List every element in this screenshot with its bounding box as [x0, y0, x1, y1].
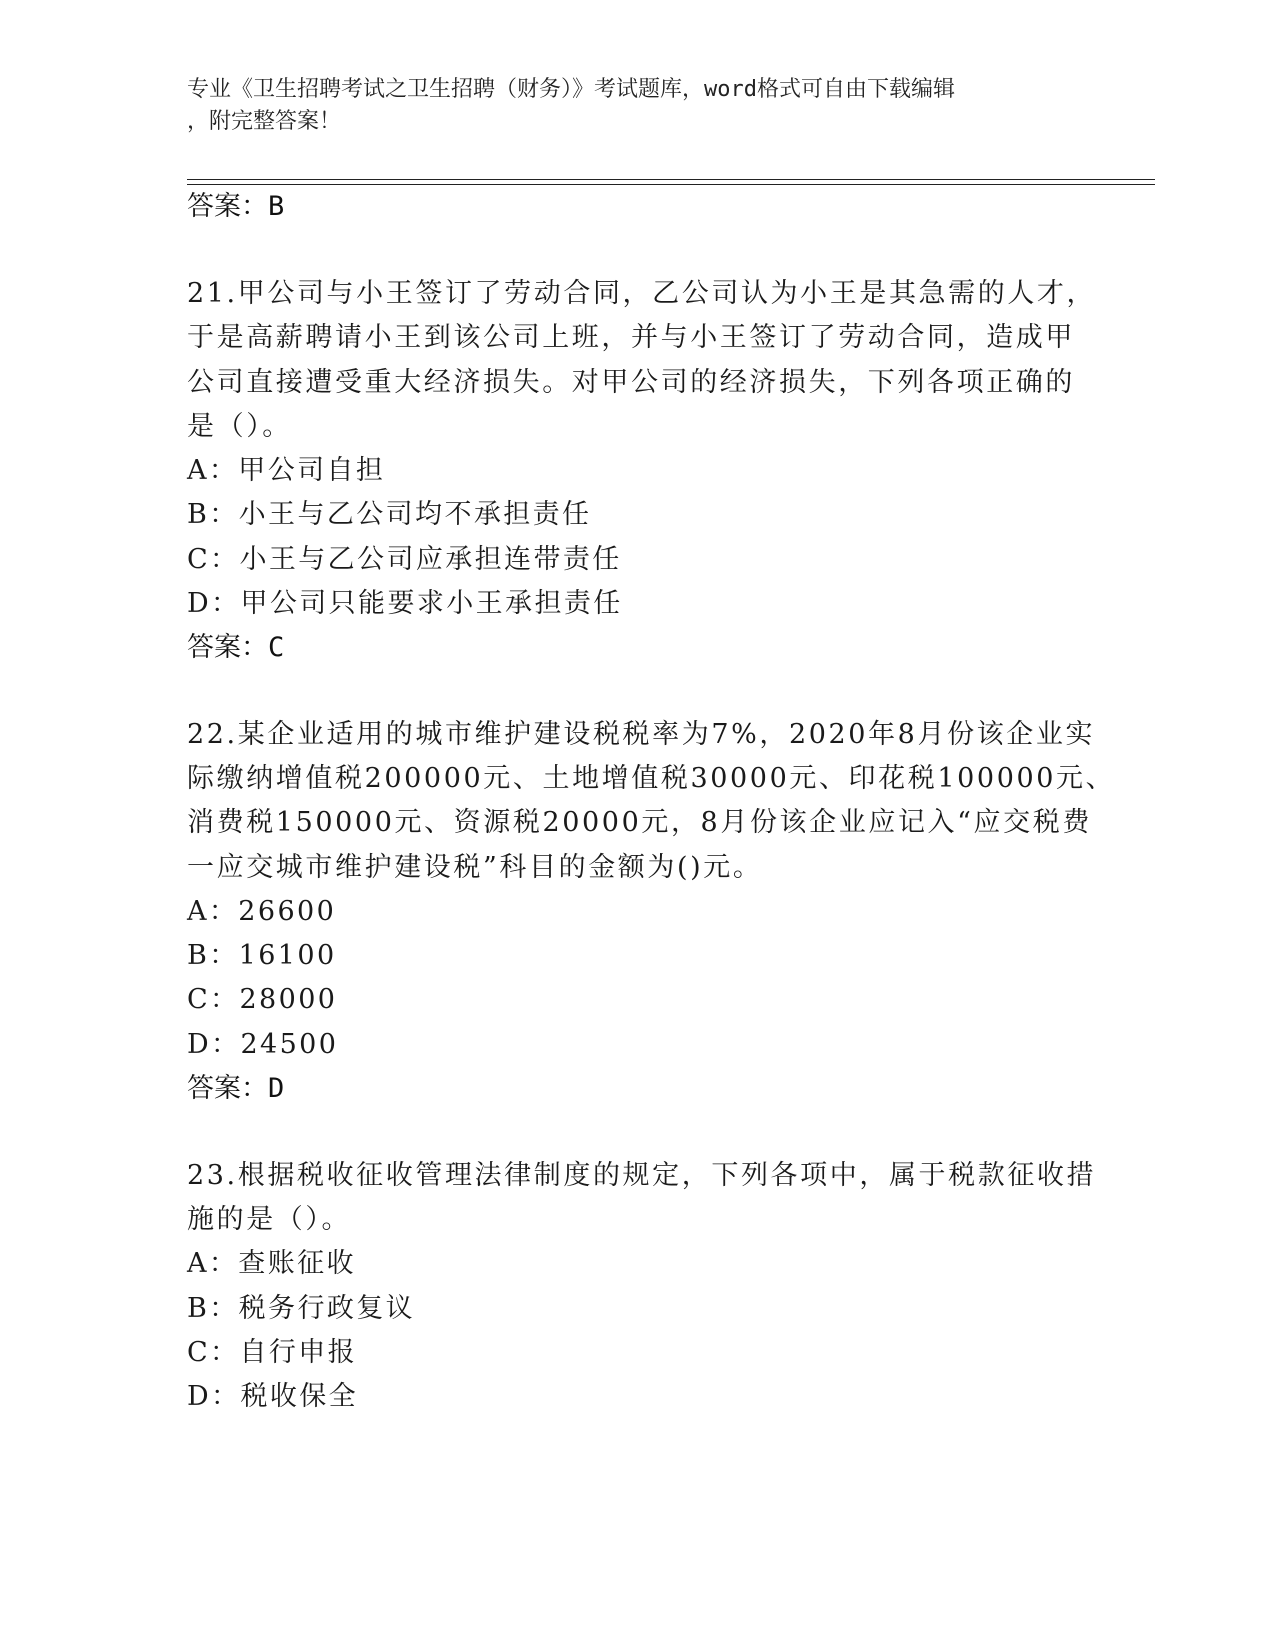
question-22-option-b: B：16100 [187, 940, 337, 971]
header-line-1: 专业《卫生招聘考试之卫生招聘（财务）》考试题库，word格式可自由下载编辑 [187, 77, 955, 102]
question-21-line-1: 21.甲公司与小王签订了劳动合同，乙公司认为小王是其急需的人才， [187, 278, 1097, 309]
question-22-option-a: A：26600 [187, 896, 337, 927]
question-23-option-b: B：税务行政复议 [187, 1293, 416, 1324]
header-divider-top [187, 179, 1155, 180]
previous-answer: 答案：B [187, 191, 285, 222]
question-23-option-d: D：税收保全 [187, 1381, 359, 1412]
question-22-line-1: 22.某企业适用的城市维护建设税税率为7%，2020年8月份该企业实 [187, 719, 1096, 750]
question-23-option-a: A：查账征收 [187, 1248, 356, 1279]
header-line-2: ，附完整答案！ [187, 109, 342, 134]
question-21-option-c: C：小王与乙公司应承担连带责任 [187, 544, 622, 575]
question-21-line-3: 公司直接遭受重大经济损失。对甲公司的经济损失，下列各项正确的 [187, 367, 1075, 398]
question-21-answer: 答案：C [187, 632, 285, 663]
question-23-line-2: 施的是（）。 [187, 1204, 352, 1235]
question-21-option-b: B：小王与乙公司均不承担责任 [187, 499, 592, 530]
question-21-option-a: A：甲公司自担 [187, 455, 386, 486]
question-22-answer: 答案：D [187, 1073, 285, 1104]
question-23-option-c: C：自行申报 [187, 1337, 358, 1368]
question-22-line-4: 一应交城市维护建设税”科目的金额为()元。 [187, 852, 763, 883]
question-21-line-2: 于是高薪聘请小王到该公司上班，并与小王签订了劳动合同，造成甲 [187, 322, 1075, 353]
question-22-option-d: D：24500 [187, 1029, 339, 1060]
question-21-option-d: D：甲公司只能要求小王承担责任 [187, 588, 623, 619]
question-23-line-1: 23.根据税收征收管理法律制度的规定，下列各项中，属于税款征收措 [187, 1160, 1097, 1191]
question-22-line-3: 消费税150000元、资源税20000元，8月份该企业应记入“应交税费 [187, 807, 1092, 838]
document-header [187, 74, 1067, 138]
question-22-option-c: C：28000 [187, 984, 338, 1015]
question-22-line-2: 际缴纳增值税200000元、土地增值税30000元、印花税100000元、 [187, 763, 1116, 794]
header-divider-bottom [187, 184, 1155, 185]
question-21-line-4: 是（）。 [187, 411, 292, 442]
